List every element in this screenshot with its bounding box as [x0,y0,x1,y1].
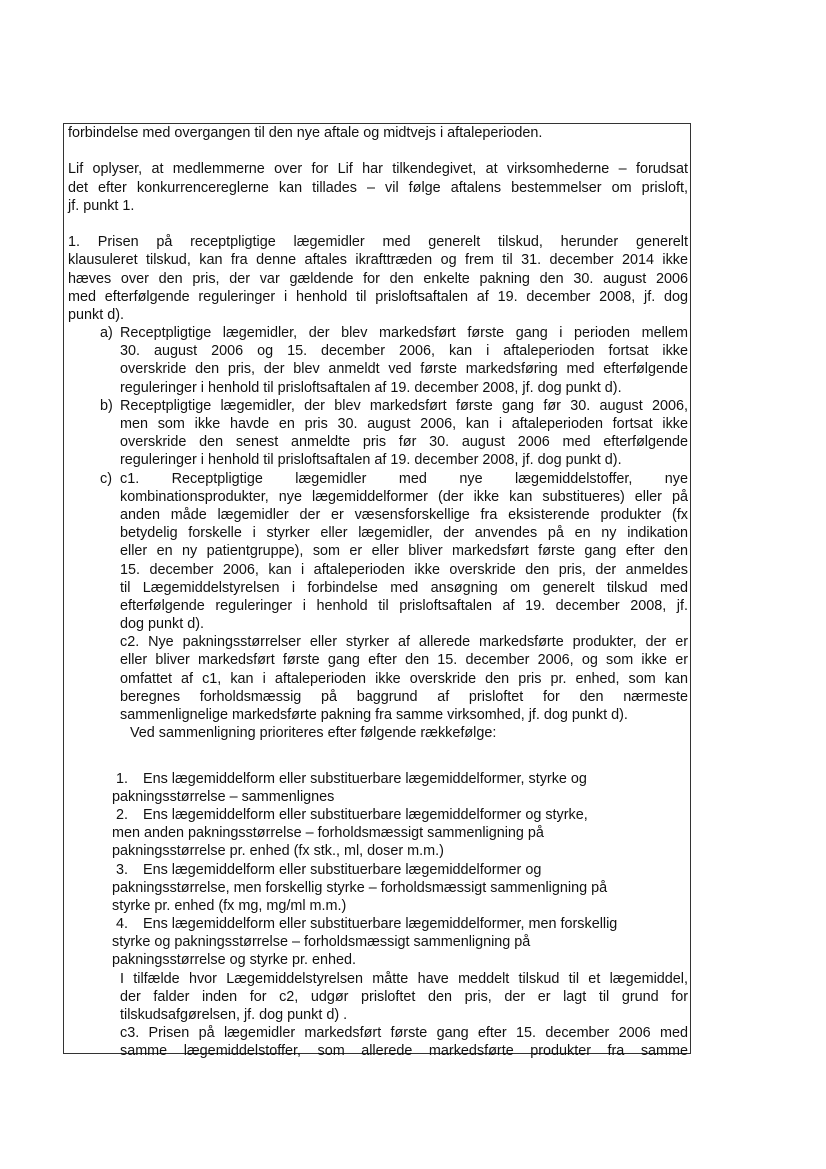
priority-number: 2. [116,806,129,823]
item-b [68,397,688,470]
text-line: med efterfølgende reguleringer i henhold til prisloftsaftalen af 19. december 2008, jf. dog [68,288,688,305]
text-line: beregnes forholdsmæssig på baggrund af prisloftet for den nærmeste [120,688,688,705]
text-line: Lif oplyser, at medlemmerne over for Lif har tilkendegivet, at virksomhederne – forudsat [68,161,688,178]
text-line: pakningsstørrelse og styrke pr. enhed. [112,952,356,969]
text-line: Ens lægemiddelform eller substituerbare lægemiddelformer og [143,861,542,878]
document-body [68,124,688,1061]
text-line: eller bliver markedsført første gang efter den 15. december 2006, og som ikke er [120,652,688,669]
item-label: c) [100,470,112,487]
text-line: klausuleret tilskud, kan fra denne aftales ikrafttræden og frem til 31. december 2014 ikke [68,252,688,269]
priority-list [68,770,688,970]
text-line: det efter konkurrencereglerne kan tillades – vil følge aftalens bestemmelser om prisloft, [68,179,688,196]
priority-item [68,861,632,916]
item-label: a) [100,325,113,342]
text-line: overskride den pris, der blev anmeldt ved første markedsføring med efterfølgende [120,361,688,378]
priority-number: 1. [116,770,129,787]
text-line: styrke og pakningsstørrelse – forholdsmæssigt sammenligning på [112,934,531,951]
text-line: reguleringer i henhold til prisloftsaftalen af 19. december 2008, jf. dog punkt d). [120,452,622,469]
text-line: sammenlignelige markedsførte pakning fra samme virksomhed, jf. dog punkt d). [120,707,628,723]
text-line: Ens lægemiddelform eller substituerbare lægemiddelformer, men forskellig [143,916,618,933]
text-line: overskride den senest anmeldte pris før 30. august 2006 med efterfølgende [120,434,688,451]
text-line: omfattet af c1, kan i aftaleperioden ikke overskride den pris pr. enhed, som kan [120,670,688,687]
text-line: reguleringer i henhold til prisloftsaftalen af 19. december 2008, jf. dog punkt d). [120,379,622,396]
priority-number: 4. [116,916,129,933]
text-line: 1. Prisen på receptpligtige lægemidler med generelt tilskud, herunder generelt [68,234,688,251]
text-line: eller en ny patientgruppe), som er eller bliver markedsført første gang efter den [120,543,688,560]
text-line: styrke pr. enhed (fx mg, mg/ml m.m.) [112,897,347,914]
text-line: betydelig forskelle i styrker eller lægemidler, der anvendes på en ny indikation [120,525,688,542]
text-line: anden måde lægemidler der er væsensforskellige fra eksisterende produkter (fx [120,506,688,523]
text-line: Ens lægemiddelform eller substituerbare lægemiddelformer, styrke og [143,770,587,787]
priority-number: 3. [116,861,129,878]
text-line: c3. Prisen på lægemidler markedsført første gang efter 15. december 2006 med [120,1025,688,1042]
priority-item [68,770,632,806]
text-line: der falder inden for c2, udgør prisloftet den pris, der er lagt til grund for [120,988,688,1005]
text-line: men anden pakningsstørrelse – forholdsmæssigt sammenligning på [112,825,544,842]
item-label: b) [100,397,113,414]
text-line: men som ikke havde en pris 30. august 2006, kan i aftaleperioden fortsat ikke [120,416,688,432]
paragraph-tilfaelde [68,970,688,1061]
text-line: efterfølgende reguleringer i henhold til prisloftsaftalen af 19. december 2008, jf. [120,597,688,614]
text-line: forbindelse med overgangen til den nye aftale og midtvejs i aftaleperioden. [68,125,543,141]
text-line: Ens lægemiddelform eller substituerbare lægemiddelformer og styrke, [143,806,588,823]
text-line: til Lægemiddelstyrelsen i forbindelse med ansøgning om generelt tilskud med [120,579,688,596]
text-line: pakningsstørrelse pr. enhed (fx stk., ml, doser m.m.) [112,843,444,860]
text-line: 15. december 2006, kan i aftaleperioden ikke overskride den pris, der anmeldes [120,561,688,578]
text-line: jf. punkt 1. [68,197,135,214]
text-line: I tilfælde hvor Lægemiddelstyrelsen måtte have meddelt tilskud til et lægemiddel, [120,970,688,987]
text-line: kombinationsprodukter, nye lægemiddelformer (der ikke kan substitueres) eller på [120,488,688,505]
item-a [68,324,688,397]
text-line: punkt d). [68,306,124,323]
text-line: 30. august 2006 og 15. december 2006, kan i aftaleperioden fortsat ikke [120,343,688,360]
text-line: c1. Receptpligtige lægemidler med nye lægemiddelstoffer, nye [120,470,688,487]
text-line: Ved sammenligning prioriteres efter følgende rækkefølge: [130,725,497,742]
text-line: dog punkt d). [120,616,205,633]
text-line: c2. Nye pakningsstørrelser eller styrker af allerede markedsførte produkter, der er [120,634,688,651]
text-line: Receptpligtige lægemidler, der blev markedsført første gang før 30. august 2006, [120,397,688,414]
text-line: hæves over den pris, der var gældende for den enkelte pakning den 30. august 2006 [68,270,688,287]
text-line: Receptpligtige lægemidler, der blev markedsført første gang i perioden mellem [120,325,688,342]
item-c [68,470,688,725]
paragraph-lif [68,160,688,215]
text-line: pakningsstørrelse – sammenlignes [112,788,335,805]
priority-item [68,806,632,861]
priority-item [68,915,632,970]
text-line: samme lægemiddelstoffer, som allerede markedsførte produkter fra samme [120,1043,688,1060]
text-line: pakningsstørrelse, men forskellig styrke – forholdsmæssigt sammenligning på [112,879,608,896]
text-line: tilskudsafgørelsen, jf. dog punkt d) . [120,1007,348,1023]
paragraph-point-1 [68,233,688,324]
